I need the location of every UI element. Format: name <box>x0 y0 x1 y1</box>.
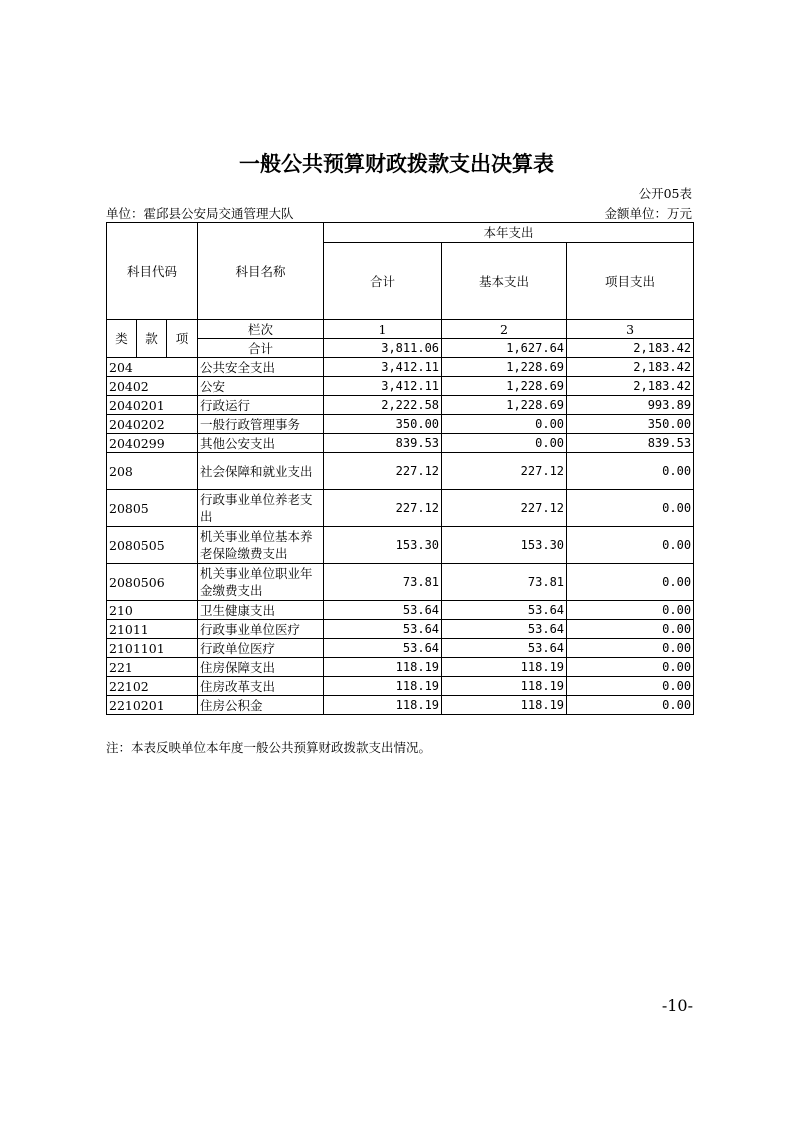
row-total: 118.19 <box>324 696 442 715</box>
row-total: 3,412.11 <box>324 358 442 377</box>
row-project: 0.00 <box>567 490 694 527</box>
row-project: 0.00 <box>567 620 694 639</box>
row-code: 208 <box>107 453 198 490</box>
row-total: 350.00 <box>324 415 442 434</box>
table-row <box>107 490 694 527</box>
row-name: 行政运行 <box>198 396 324 415</box>
row-code: 2040201 <box>107 396 198 415</box>
row-basic: 118.19 <box>442 658 567 677</box>
row-code: 2080506 <box>107 564 198 601</box>
row-basic: 1,228.69 <box>442 358 567 377</box>
row-basic: 0.00 <box>442 434 567 453</box>
table-row <box>107 434 694 453</box>
header-project: 项目支出 <box>567 243 694 320</box>
row-project: 350.00 <box>567 415 694 434</box>
row-project: 0.00 <box>567 601 694 620</box>
row-basic: 227.12 <box>442 453 567 490</box>
row-code: 210 <box>107 601 198 620</box>
table-row <box>107 601 694 620</box>
row-project: 0.00 <box>567 696 694 715</box>
row-basic: 118.19 <box>442 677 567 696</box>
row-code: 221 <box>107 658 198 677</box>
row-project: 839.53 <box>567 434 694 453</box>
row-total: 118.19 <box>324 658 442 677</box>
row-basic: 1,228.69 <box>442 396 567 415</box>
row-basic: 73.81 <box>442 564 567 601</box>
reporting-unit: 单位：霍邱县公安局交通管理大队 <box>106 206 294 221</box>
table-row <box>107 639 694 658</box>
row-code: 21011 <box>107 620 198 639</box>
sum-label: 合计 <box>198 339 324 358</box>
row-total: 73.81 <box>324 564 442 601</box>
table-row <box>107 453 694 490</box>
row-name: 卫生健康支出 <box>198 601 324 620</box>
row-name: 一般行政管理事务 <box>198 415 324 434</box>
row-name: 社会保障和就业支出 <box>198 453 324 490</box>
table-row <box>107 377 694 396</box>
row-basic: 1,228.69 <box>442 377 567 396</box>
table-note: 注：本表反映单位本年度一般公共预算财政拨款支出情况。 <box>106 740 432 755</box>
row-basic: 53.64 <box>442 620 567 639</box>
header-subject-code: 科目代码 <box>107 223 198 320</box>
header-basic: 基本支出 <box>442 243 567 320</box>
column-index-3: 3 <box>567 320 694 339</box>
row-project: 2,183.42 <box>567 377 694 396</box>
row-name: 机关事业单位基本养老保险缴费支出 <box>198 527 324 564</box>
row-name: 住房保障支出 <box>198 658 324 677</box>
row-basic: 153.30 <box>442 527 567 564</box>
row-project: 0.00 <box>567 677 694 696</box>
row-basic: 118.19 <box>442 696 567 715</box>
sum-total: 3,811.06 <box>324 339 442 358</box>
row-project: 0.00 <box>567 453 694 490</box>
row-name: 住房改革支出 <box>198 677 324 696</box>
row-code: 22102 <box>107 677 198 696</box>
document-title: 一般公共预算财政拨款支出决算表 <box>239 151 554 176</box>
row-name: 行政事业单位养老支出 <box>198 490 324 527</box>
column-index-1: 1 <box>324 320 442 339</box>
row-code: 2040202 <box>107 415 198 434</box>
row-basic: 227.12 <box>442 490 567 527</box>
table-row <box>107 677 694 696</box>
table-row <box>107 564 694 601</box>
row-name: 住房公积金 <box>198 696 324 715</box>
header-year-expense: 本年支出 <box>324 223 694 243</box>
table-row <box>107 415 694 434</box>
sum-project: 2,183.42 <box>567 339 694 358</box>
row-name: 行政单位医疗 <box>198 639 324 658</box>
table-row <box>107 358 694 377</box>
expenditure-table <box>106 222 694 715</box>
row-total: 227.12 <box>324 490 442 527</box>
row-code: 2101101 <box>107 639 198 658</box>
row-code: 20402 <box>107 377 198 396</box>
row-total: 53.64 <box>324 620 442 639</box>
row-code: 2210201 <box>107 696 198 715</box>
row-total: 118.19 <box>324 677 442 696</box>
row-total: 227.12 <box>324 453 442 490</box>
header-kuan: 款 <box>137 320 167 358</box>
row-basic: 53.64 <box>442 601 567 620</box>
page-number: -10- <box>661 996 693 1015</box>
row-name: 公共安全支出 <box>198 358 324 377</box>
row-code: 2040299 <box>107 434 198 453</box>
header-subject-name: 科目名称 <box>198 223 324 320</box>
row-code: 2080505 <box>107 527 198 564</box>
row-total: 839.53 <box>324 434 442 453</box>
row-code: 20805 <box>107 490 198 527</box>
row-basic: 53.64 <box>442 639 567 658</box>
form-number: 公开05表 <box>638 186 692 201</box>
table-row <box>107 396 694 415</box>
row-total: 153.30 <box>324 527 442 564</box>
header-lei: 类 <box>107 320 137 358</box>
row-name: 行政事业单位医疗 <box>198 620 324 639</box>
table-row <box>107 658 694 677</box>
amount-unit: 金额单位：万元 <box>604 206 692 221</box>
row-total: 53.64 <box>324 639 442 658</box>
row-total: 53.64 <box>324 601 442 620</box>
row-code: 204 <box>107 358 198 377</box>
row-project: 0.00 <box>567 527 694 564</box>
row-name: 公安 <box>198 377 324 396</box>
row-name: 机关事业单位职业年金缴费支出 <box>198 564 324 601</box>
row-basic: 0.00 <box>442 415 567 434</box>
row-project: 993.89 <box>567 396 694 415</box>
table-row <box>107 620 694 639</box>
row-total: 3,412.11 <box>324 377 442 396</box>
row-project: 2,183.42 <box>567 358 694 377</box>
header-xiang: 项 <box>167 320 198 358</box>
row-name: 其他公安支出 <box>198 434 324 453</box>
column-index-2: 2 <box>442 320 567 339</box>
table-row <box>107 527 694 564</box>
header-total: 合计 <box>324 243 442 320</box>
row-project: 0.00 <box>567 564 694 601</box>
row-total: 2,222.58 <box>324 396 442 415</box>
column-index-label: 栏次 <box>198 320 324 339</box>
row-project: 0.00 <box>567 658 694 677</box>
row-project: 0.00 <box>567 639 694 658</box>
table-row <box>107 696 694 715</box>
sum-basic: 1,627.64 <box>442 339 567 358</box>
